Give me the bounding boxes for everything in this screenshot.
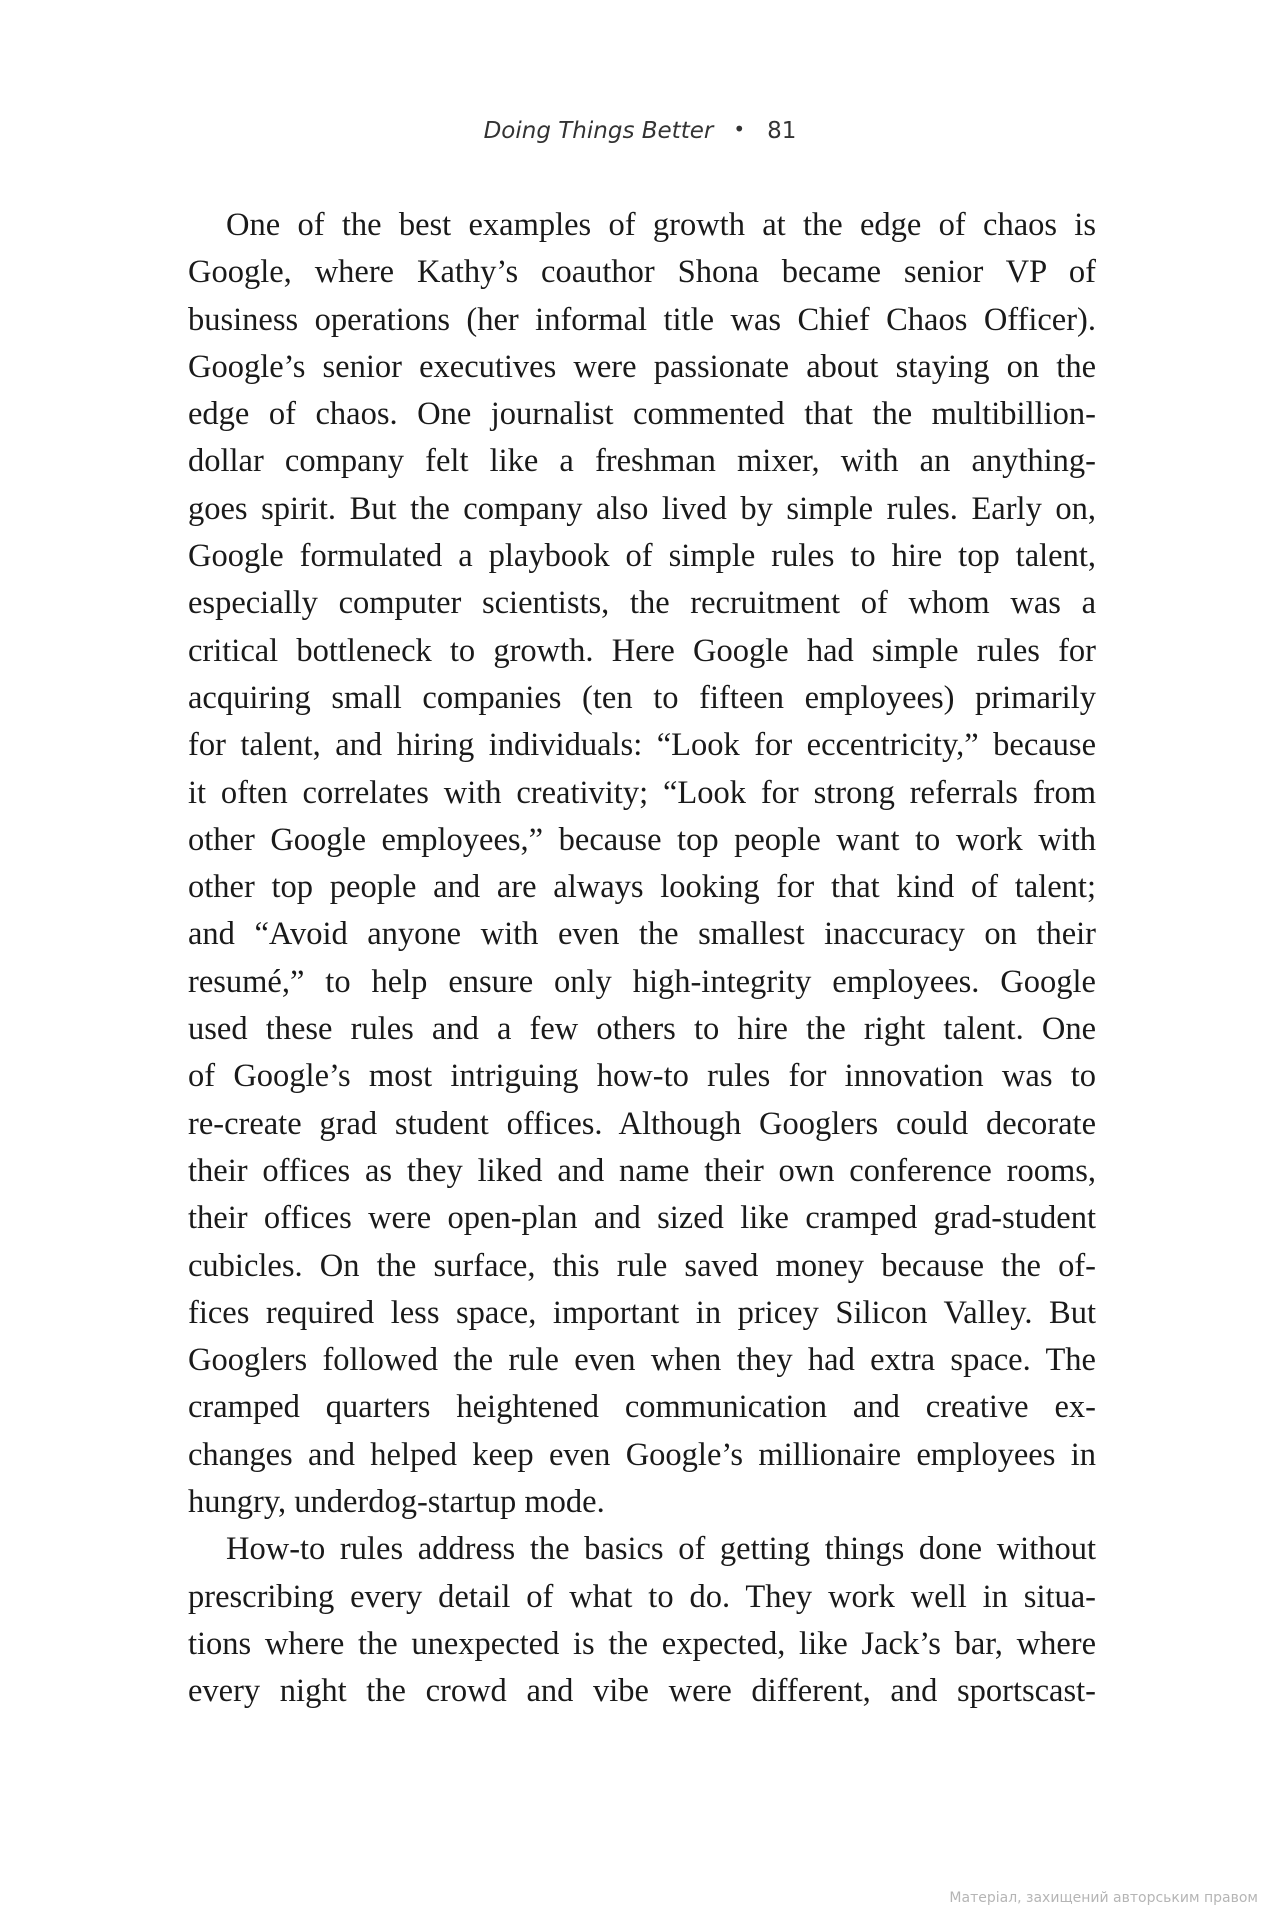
- chapter-title: Doing Things Better: [483, 118, 714, 144]
- text-line: it often correlates with creativity; “Look for strong referrals from: [188, 774, 1096, 811]
- text-line: especially computer scientists, the recruitment of whom was a: [188, 585, 1096, 622]
- header-separator: •: [733, 117, 746, 141]
- text-line: critical bottleneck to growth. Here Google had simple rules for: [188, 632, 1096, 669]
- text-line: their offices as they liked and name their own conference rooms,: [188, 1152, 1096, 1189]
- paragraph-2: [188, 1526, 1096, 1715]
- text-line: and “Avoid anyone with even the smallest inaccuracy on their: [188, 916, 1096, 953]
- text-line: resumé,” to help ensure only high-integrity employees. Google: [188, 963, 1096, 1000]
- text-line: Google’s senior executives were passionate about staying on the: [188, 348, 1096, 385]
- text-line: How-to rules address the basics of getting things done without: [226, 1531, 1096, 1568]
- text-line: used these rules and a few others to hire the right talent. One: [188, 1011, 1096, 1048]
- text-line: fices required less space, important in pricey Silicon Valley. But: [188, 1294, 1096, 1331]
- text-line: edge of chaos. One journalist commented that the multibillion-: [188, 396, 1096, 433]
- text-line: tions where the unexpected is the expected, like Jack’s bar, where: [188, 1625, 1096, 1662]
- text-line: cubicles. On the surface, this rule saved money because the of-: [188, 1247, 1096, 1284]
- text-line: prescribing every detail of what to do. They work well in situa-: [188, 1578, 1096, 1615]
- text-line: business operations (her informal title was Chief Chaos Officer).: [188, 301, 1096, 338]
- text-line: their offices were open-plan and sized like cramped grad-student: [188, 1200, 1096, 1237]
- text-line: goes spirit. But the company also lived by simple rules. Early on,: [188, 490, 1096, 527]
- text-line: Google formulated a playbook of simple rules to hire top talent,: [188, 538, 1096, 575]
- text-line: hungry, underdog-startup mode.: [188, 1484, 605, 1521]
- text-line: of Google’s most intriguing how-to rules for innovation was to: [188, 1058, 1096, 1095]
- text-line: re-create grad student offices. Although Googlers could decorate: [188, 1105, 1096, 1142]
- paragraph-1: [188, 202, 1096, 1526]
- text-line: Googlers followed the rule even when they had extra space. The: [188, 1342, 1096, 1379]
- text-line: other top people and are always looking for that kind of talent;: [188, 869, 1096, 906]
- text-line: dollar company felt like a freshman mixer, with an anything-: [188, 443, 1096, 480]
- text-line: changes and helped keep even Google’s millionaire employees in: [188, 1436, 1096, 1473]
- text-line: for talent, and hiring individuals: “Look for eccentricity,” because: [188, 727, 1096, 764]
- body-text: [188, 202, 1096, 1716]
- running-head: [0, 118, 1280, 144]
- text-line: One of the best examples of growth at the edge of chaos is: [226, 207, 1096, 243]
- text-line: other Google employees,” because top people want to work with: [188, 821, 1096, 858]
- text-line: acquiring small companies (ten to fifteen employees) primarily: [188, 679, 1096, 716]
- page-number: 81: [767, 118, 797, 144]
- text-line: every night the crowd and vibe were different, and sportscast-: [188, 1673, 1096, 1710]
- text-line: Google, where Kathy’s coauthor Shona became senior VP of: [188, 254, 1096, 291]
- copyright-watermark: Матеріал, захищений авторським правом: [949, 1890, 1258, 1906]
- text-line: cramped quarters heightened communication and creative ex-: [188, 1389, 1096, 1426]
